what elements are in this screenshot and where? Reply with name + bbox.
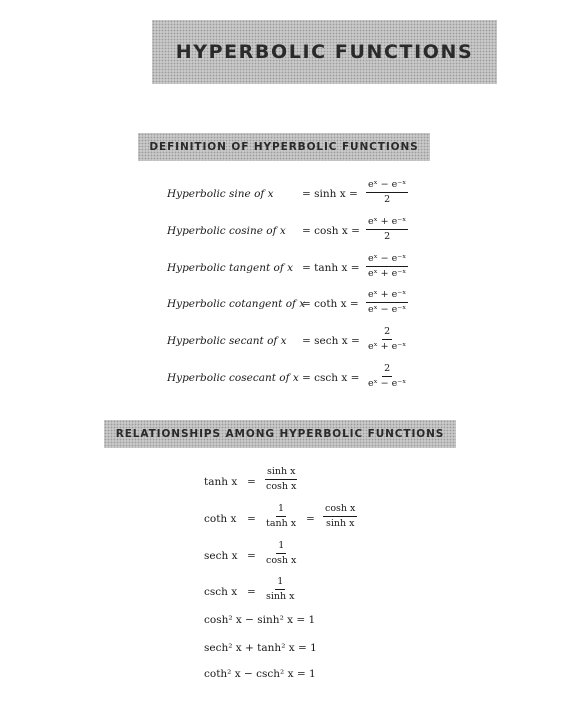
definition-symbol: = sinh x = (302, 188, 358, 200)
relationship-equals: = (247, 586, 256, 598)
definition-fraction (366, 217, 408, 241)
identity: cosh² x − sinh² x = 1 (204, 614, 316, 626)
fraction-denominator: eˣ − e⁻ˣ (368, 303, 407, 315)
fraction-numerator: eˣ − e⁻ˣ (366, 254, 408, 267)
definition-fraction (366, 180, 408, 204)
identity: coth² x − csch² x = 1 (204, 668, 316, 680)
fraction-numerator: 2 (382, 327, 392, 340)
definition-symbol: = csch x = (302, 372, 360, 384)
fraction-denominator: 2 (384, 230, 391, 242)
definition-fraction (366, 364, 408, 388)
fraction-denominator: eˣ + e⁻ˣ (368, 267, 407, 279)
fraction-numerator: eˣ − e⁻ˣ (366, 180, 408, 193)
definition-label: Hyperbolic cotangent of x (167, 298, 306, 310)
definition-symbol: = sech x = (302, 335, 360, 347)
fraction-denominator: tanh x (266, 517, 297, 529)
definitions-heading-banner (138, 133, 430, 161)
fraction-numerator: eˣ + e⁻ˣ (366, 217, 408, 230)
definition-label: Hyperbolic cosecant of x (167, 372, 299, 384)
relationship-equals: = (247, 550, 256, 562)
fraction-numerator: eˣ + e⁻ˣ (366, 290, 408, 303)
definition-fraction (366, 327, 408, 351)
relationship-lhs: csch x (204, 586, 238, 598)
definition-label: Hyperbolic tangent of x (167, 262, 293, 274)
fraction-numerator: 2 (382, 364, 392, 377)
fraction-denominator: eˣ − e⁻ˣ (368, 377, 407, 389)
definition-symbol: = cosh x = (302, 225, 360, 237)
fraction-numerator: 1 (276, 541, 286, 554)
fraction-numerator: sinh x (265, 467, 298, 480)
definition-label: Hyperbolic cosine of x (167, 225, 286, 237)
definition-symbol: = coth x = (302, 298, 359, 310)
relationship-fraction (264, 467, 298, 491)
definition-fraction (366, 254, 408, 278)
relationship-lhs: coth x (204, 513, 237, 525)
definitions-heading: DEFINITION OF HYPERBOLIC FUNCTIONS (149, 141, 419, 153)
fraction-numerator: cosh x (323, 504, 357, 517)
relationship-fraction (264, 504, 298, 528)
definition-label: Hyperbolic secant of x (167, 335, 287, 347)
relationship-fraction (323, 504, 357, 528)
identity: sech² x + tanh² x = 1 (204, 642, 317, 654)
fraction-denominator: cosh x (266, 554, 297, 566)
relationship-equals: = (247, 513, 256, 525)
fraction-denominator: sinh x (266, 590, 295, 602)
relationship-fraction (264, 541, 298, 565)
relationship-lhs: sech x (204, 550, 238, 562)
page-title-banner (152, 20, 497, 84)
fraction-numerator: 1 (276, 504, 286, 517)
fraction-denominator: sinh x (325, 517, 355, 529)
relationship-equals: = (247, 476, 256, 488)
relationship-equals: = (306, 513, 315, 525)
page-title: HYPERBOLIC FUNCTIONS (175, 41, 474, 63)
relationships-heading: RELATIONSHIPS AMONG HYPERBOLIC FUNCTIONS (115, 428, 445, 440)
fraction-denominator: cosh x (266, 480, 297, 492)
relationships-heading-banner (104, 420, 456, 448)
fraction-denominator: eˣ + e⁻ˣ (368, 340, 407, 352)
definition-label: Hyperbolic sine of x (167, 188, 274, 200)
definition-fraction (366, 290, 408, 314)
relationship-lhs: tanh x (204, 476, 238, 488)
relationship-fraction (264, 577, 297, 601)
fraction-denominator: 2 (384, 193, 391, 205)
definition-symbol: = tanh x = (302, 262, 360, 274)
fraction-numerator: 1 (275, 577, 285, 590)
